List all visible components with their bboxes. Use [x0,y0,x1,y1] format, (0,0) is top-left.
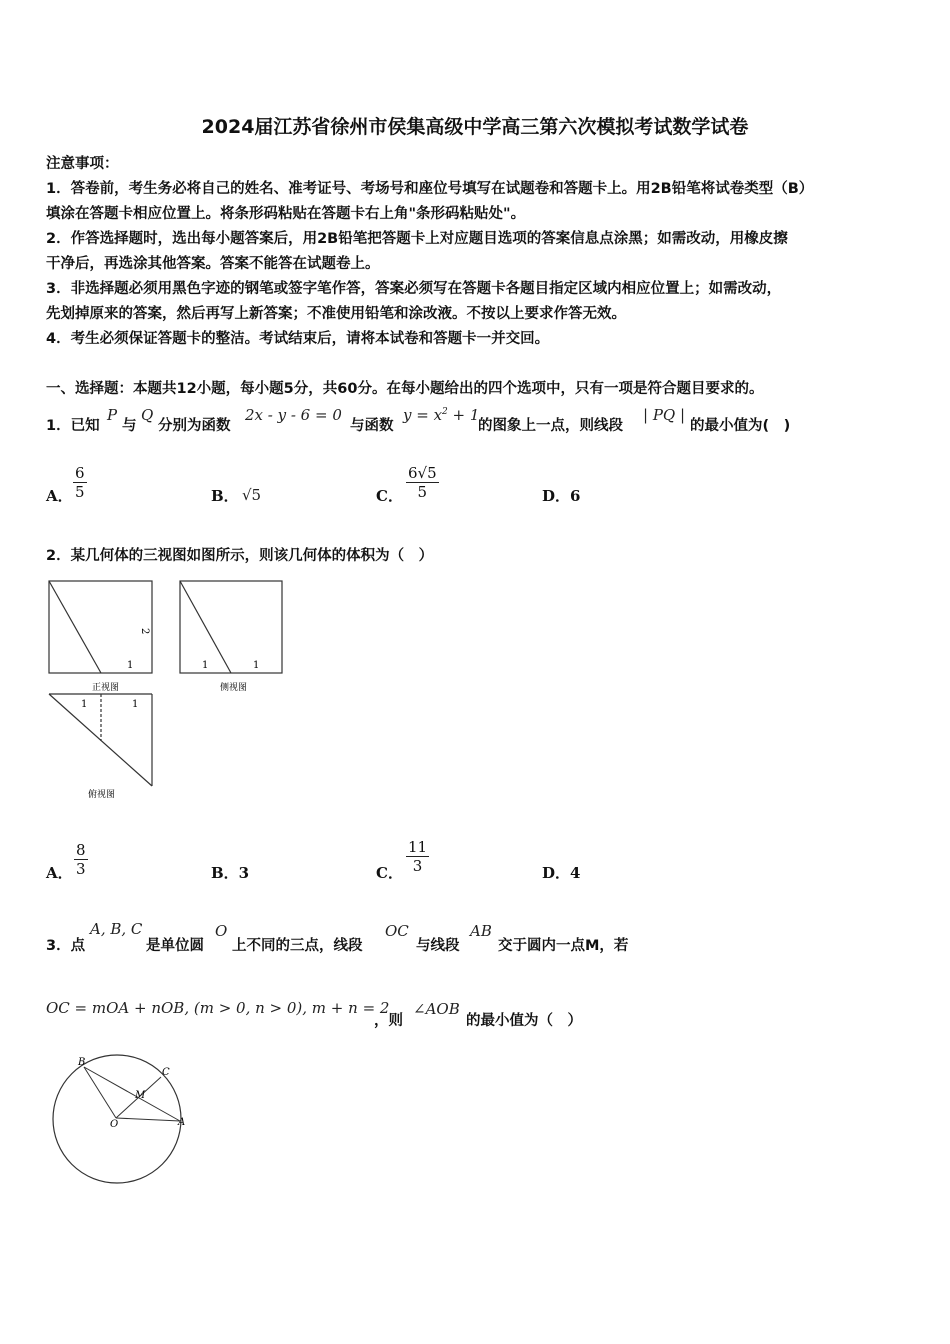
notice-line: 干净后，再选涂其他答案。答案不能答在试题卷上。 [46,256,380,272]
q3-circle-o: O [215,922,228,940]
q1-option-a-fraction [73,464,87,501]
page-title: 2024届江苏省徐州市侯集高级中学高三第六次模拟考试数学试卷 [201,116,749,138]
q1-func1: 2x - y - 6 = 0 [245,406,342,424]
segment-ob [84,1067,116,1118]
side-view-right: 1 [253,660,260,671]
q1-option-c-fraction [406,464,439,501]
q3-text: 是单位圆 [146,938,204,954]
label-m: M [135,1090,146,1101]
q2-option-c-num: 11 [408,838,428,856]
side-view-label: 侧视图 [220,683,248,693]
q2-option-c-label: C． [376,864,403,882]
segment-oa [116,1118,180,1121]
q2-option-d: D．4 [542,864,581,882]
q1-text: 与函数 [350,418,394,434]
q1-text: 1．已知 [46,418,100,434]
notice-line: 3．非选择题必须用黑色字迹的钢笔或签字笔作答，答案必须写在答题卡各题目指定区域内相应位置上；如需改动， [46,281,782,297]
q2-option-c-den: 3 [412,857,423,875]
q1-segment: | PQ | [643,406,686,424]
label-b: B [78,1057,86,1068]
q1-func2 [403,406,479,424]
side-view-left: 1 [202,660,209,671]
top-view-label: 俯视图 [88,790,116,800]
notice-line: 先划掉原来的答案，然后再写上新答案；不准使用铅笔和涂改液。不按以上要求作答无效。 [46,306,626,322]
q1-text: 分别为函数 [158,418,231,434]
q2-option-c-fraction [406,838,429,875]
q1-point-p: P [107,406,118,424]
q2-option-a-den: 3 [76,860,86,878]
q1-option-a-label: A． [46,487,73,505]
q1-option-a-num: 6 [75,464,85,482]
notice-line: 4．考生必须保证答题卡的整洁。考试结束后，请将本试卷和答题卡一并交回。 [46,331,550,347]
front-view-figure [44,578,159,696]
q1-func2-base: y = x [403,406,443,424]
q2-option-a-num: 8 [76,841,86,859]
q3-text: 与线段 [416,938,460,954]
label-c: C [162,1067,170,1078]
q3-text: 交于圆内一点M，若 [498,938,629,954]
q2-text: 2．某几何体的三视图如图所示，则该几何体的体积为（ ） [46,548,434,564]
section-heading: 一、选择题：本题共12小题，每小题5分，共60分。在每小题给出的四个选项中，只有一项是符合题目要求的。 [46,381,764,397]
notice-line: 填涂在答题卡相应位置上。将条形码粘贴在答题卡右上角"条形码粘贴处"。 [46,206,526,222]
q1-option-c-label: C． [376,487,403,505]
q3-points: A, B, C [90,920,143,938]
front-view-base: 1 [127,660,134,671]
q1-text: 与 [122,418,137,434]
q3-text: 3．点 [46,938,86,954]
side-view-figure [175,578,290,696]
q1-func2-sup: 2 [442,407,448,417]
notice-heading: 注意事项： [46,156,119,172]
front-view-height: 2 [139,628,150,635]
q3-text: ，则 [374,1013,403,1029]
q2-option-a-fraction [74,841,88,878]
q2-option-a-label: A． [46,864,73,882]
q1-option-c-den: 5 [417,483,428,501]
q1-option-b-label: B． [211,487,239,505]
top-view-left: 1 [81,699,88,710]
q1-option-c-num: 6√5 [408,464,437,482]
notice-line: 1．答卷前，考生务必将自己的姓名、准考证号、考场号和座位号填写在试题卷和答题卡上。用2B铅笔将试卷类型（B） [46,181,814,197]
q1-option-d: D．6 [542,487,581,505]
q3-segment-ab: AB [470,922,492,940]
q3-text: 上不同的三点，线段 [232,938,363,954]
front-view-label: 正视图 [92,683,120,693]
q3-text: 的最小值为（ ） [466,1013,582,1029]
q3-circle-figure [44,1045,214,1185]
side-view-frame [180,581,282,673]
q1-option-b-value: √5 [242,486,262,504]
q3-condition: OC = mOA + nOB, (m > 0, n > 0), m + n = 2 [46,999,390,1017]
q2-option-b: B．3 [211,864,250,882]
notice-line: 2．作答选择题时，选出每小题答案后，用2B铅笔把答题卡上对应题目选项的答案信息点涂黑；如需改动，用橡皮擦 [46,231,788,247]
q1-text: 的图象上一点，则线段 [478,418,623,434]
q3-angle: ∠AOB [413,1000,460,1018]
label-o: O [110,1119,119,1130]
front-view-diagonal [49,581,101,673]
q3-segment-oc: OC [385,922,409,940]
front-view-frame [49,581,152,673]
q1-option-a-den: 5 [75,483,85,501]
label-a: A [178,1117,186,1128]
q1-func2-tail: + 1 [447,406,480,424]
q1-text: 的最小值为( ) [690,418,791,434]
top-view-figure [44,690,159,802]
top-view-right: 1 [132,699,139,710]
q1-point-q: Q [141,406,154,424]
